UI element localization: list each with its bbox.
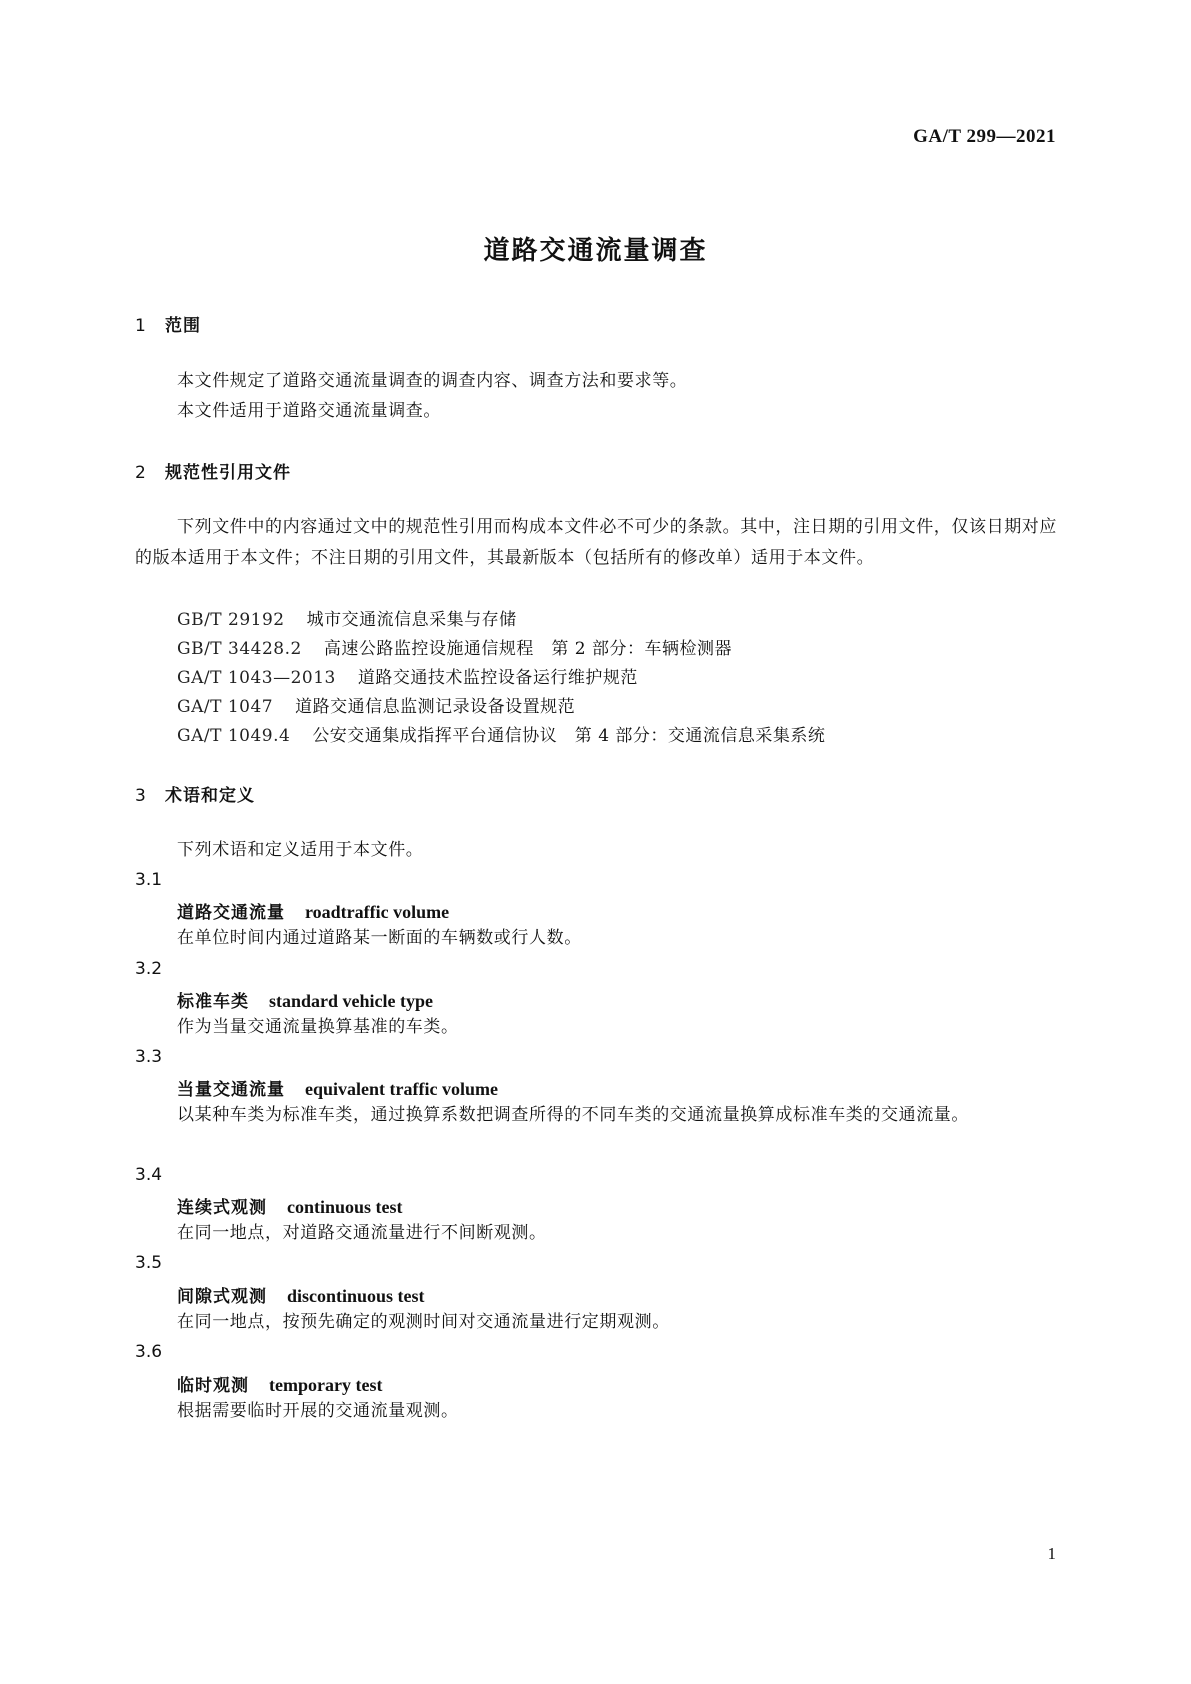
section-number: 2 <box>135 463 147 483</box>
reference-title: 公安交通集成指挥平台通信协议 第 4 部分：交通流信息采集系统 <box>312 726 826 746</box>
term-definition: 在同一地点，按预先确定的观测时间对交通流量进行定期观测。 <box>177 1312 670 1332</box>
term-name <box>177 1193 403 1218</box>
page-number: 1 <box>1047 1544 1056 1563</box>
reference-title: 城市交通流信息采集与存储 <box>306 610 517 630</box>
term-definition: 在同一地点，对道路交通流量进行不间断观测。 <box>177 1223 547 1243</box>
term-name <box>177 1075 498 1100</box>
term-name-en: continuous test <box>287 1197 403 1217</box>
term-name-zh: 当量交通流量 <box>177 1080 285 1100</box>
term-name-zh: 标准车类 <box>177 992 249 1012</box>
reference-code: GA/T 1047 <box>177 697 274 717</box>
standard-code: GA/T 299—2021 <box>913 126 1056 147</box>
refs-intro-paragraph: 下列文件中的内容通过文中的规范性引用而构成本文件必不可少的条款。其中，注日期的引用文件，仅该日期对应的版本适用于本文件；不注日期的引用文件，其最新版本（包括所有的修改单）适用于本文件。 <box>135 517 1057 568</box>
term-name-en: standard vehicle type <box>269 991 433 1011</box>
reference-item <box>177 605 517 630</box>
section-number: 3 <box>135 786 147 806</box>
term-name <box>177 987 433 1012</box>
reference-code: GB/T 29192 <box>177 610 285 630</box>
reference-title: 道路交通信息监测记录设备设置规范 <box>295 697 576 717</box>
section-number: 1 <box>135 316 147 336</box>
section-title: 范围 <box>165 316 201 336</box>
term-number: 3.2 <box>135 959 163 979</box>
term-definition: 以某种车类为标准车类，通过换算系数把调查所得的不同车类的交通流量换算成标准车类的交通流量。 <box>177 1105 969 1125</box>
term-definition: 在单位时间内通过道路某一断面的车辆数或行人数。 <box>177 928 582 948</box>
reference-title: 高速公路监控设施通信规程 第 2 部分：车辆检测器 <box>323 639 732 659</box>
term-name-en: discontinuous test <box>287 1286 425 1306</box>
term-number: 3.6 <box>135 1342 163 1362</box>
term-number: 3.3 <box>135 1047 163 1067</box>
term-definition: 根据需要临时开展的交通流量观测。 <box>177 1401 459 1421</box>
term-name <box>177 1371 382 1396</box>
term-name-en: equivalent traffic volume <box>305 1079 498 1099</box>
term-name-zh: 连续式观测 <box>177 1198 267 1218</box>
term-name-en: roadtraffic volume <box>305 902 450 922</box>
terms-intro-paragraph: 下列术语和定义适用于本文件。 <box>177 840 424 860</box>
section-title: 术语和定义 <box>165 786 255 806</box>
term-number: 3.5 <box>135 1253 163 1273</box>
scope-paragraph-2: 本文件适用于道路交通流量调查。 <box>177 401 441 421</box>
term-name-en: temporary test <box>269 1375 383 1395</box>
term-name <box>177 1282 425 1307</box>
term-name-zh: 道路交通流量 <box>177 903 285 923</box>
term-name <box>177 898 449 923</box>
term-definition: 作为当量交通流量换算基准的车类。 <box>177 1017 459 1037</box>
reference-item <box>177 634 732 659</box>
scope-paragraph-1: 本文件规定了道路交通流量调查的调查内容、调查方法和要求等。 <box>177 371 688 391</box>
reference-code: GA/T 1049.4 <box>177 726 291 746</box>
reference-item <box>177 721 825 746</box>
term-name-zh: 临时观测 <box>177 1376 249 1396</box>
reference-code: GB/T 34428.2 <box>177 639 302 659</box>
reference-code: GA/T 1043—2013 <box>177 668 336 688</box>
reference-item <box>177 692 575 717</box>
term-number: 3.1 <box>135 870 163 890</box>
section-heading-1 <box>135 311 201 336</box>
term-name-zh: 间隙式观测 <box>177 1287 267 1307</box>
reference-title: 道路交通技术监控设备运行维护规范 <box>357 668 638 688</box>
reference-item <box>177 663 638 688</box>
section-title: 规范性引用文件 <box>165 463 291 483</box>
term-number: 3.4 <box>135 1165 163 1185</box>
document-title: 道路交通流量调查 <box>483 236 708 266</box>
section-heading-2 <box>135 458 291 483</box>
section-heading-3 <box>135 781 255 806</box>
